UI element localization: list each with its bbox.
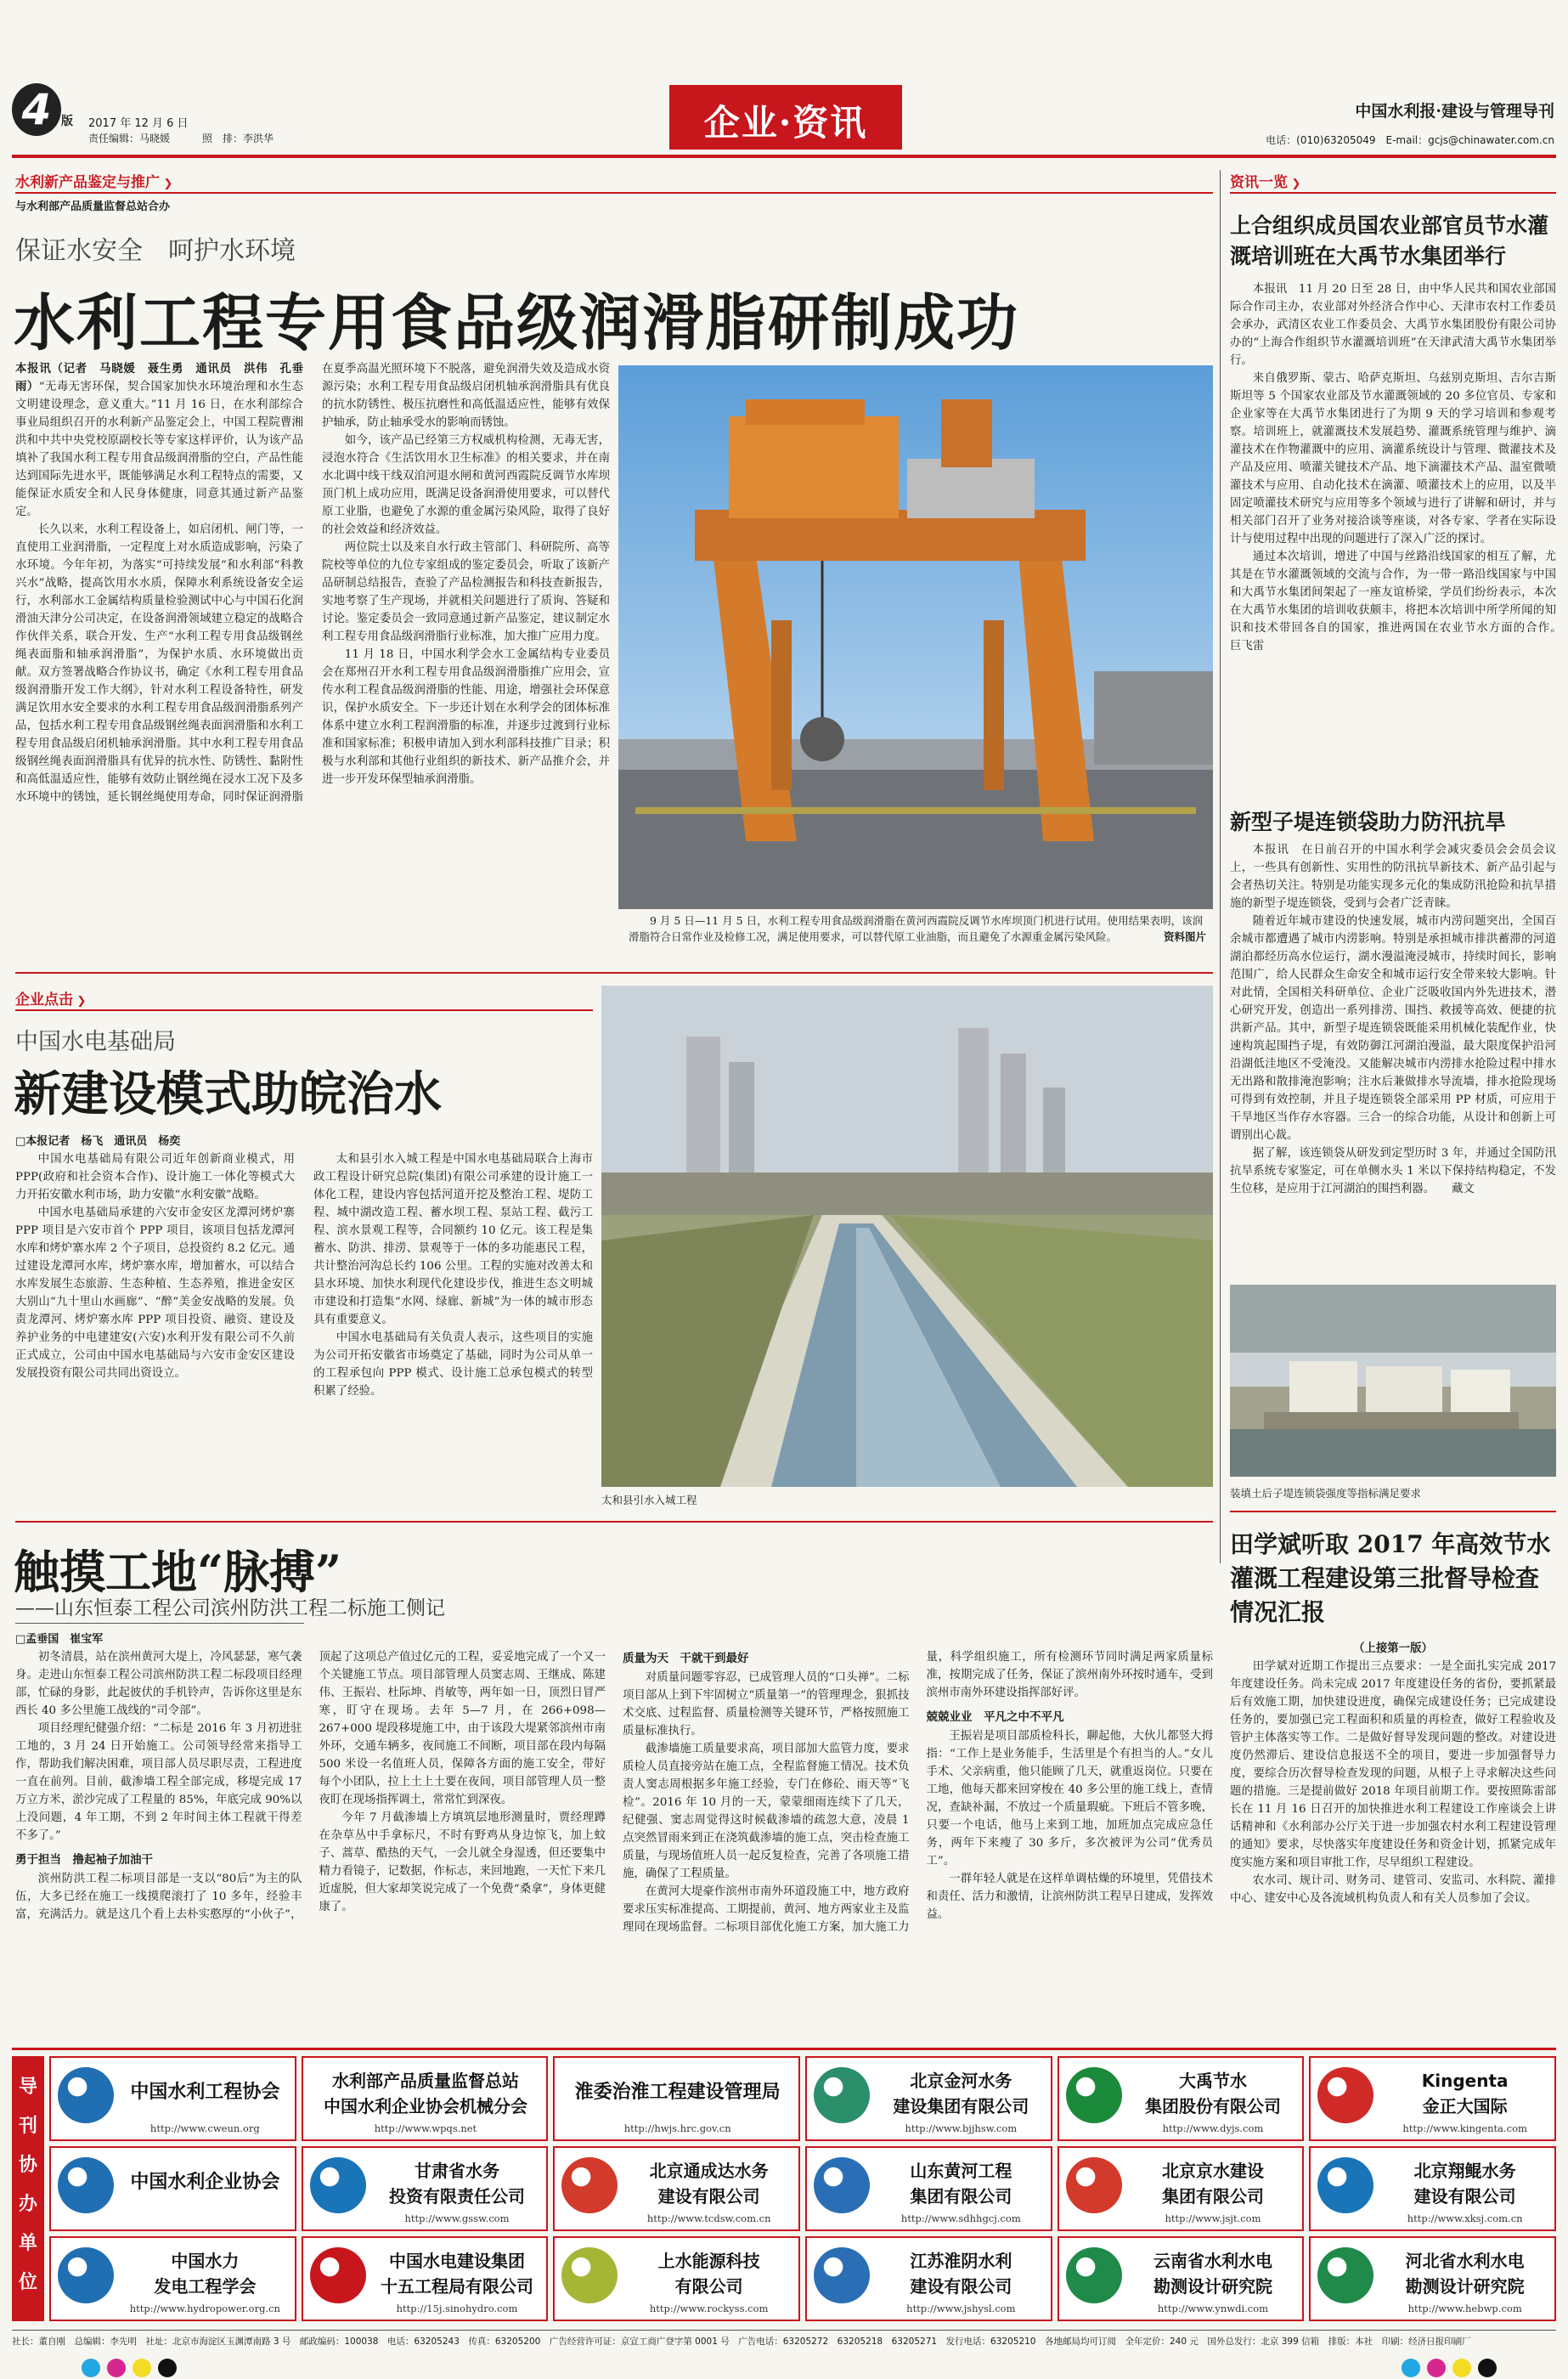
lead-kicker-rule xyxy=(15,192,1213,194)
unit-logo-icon xyxy=(310,2247,366,2303)
unit-logo-icon xyxy=(58,2157,114,2213)
unit-url[interactable]: http://www.jshysl.com xyxy=(906,2303,1016,2314)
lead-body xyxy=(15,360,610,969)
unit-name xyxy=(623,2248,795,2299)
news3-paragraph: 田学斌对近期工作提出三点要求：一是全面扎实完成 2017 年度建设任务。尚未完成 2017 年度建设任务的省份，要抓紧最后有效施工期，加快建设进度，确保完成建设任务；已完成建设任务的，要加强已完工程面积和质量的再检查，做好工程验收及管护主体落实等工作。二是做好督导发现问题的整改。对建设进度仍然滞后、建设信息报送不全的项目，要进一步加强督导力度，要综合历次督导检查发现的问题，从根子上寻求解决这些问题的措施。三是提前做好 2018 年项目前期工作。要按照陈雷部长在 11 月 16 日召开的加快推进水利工程建设工作座谈会上讲话精神和《水利部办公厅关于进一步加强农村水利工程建设管理的通知》要求，尽快落实年度建设任务和资金计划，抓紧完成年度实施方案和项目审批工作，尽早组织工程建设。 xyxy=(1230,1660,1556,1869)
directory-unit xyxy=(1309,2056,1556,2141)
directory-unit xyxy=(1058,2056,1305,2141)
unit-logo-icon xyxy=(814,2247,870,2303)
story3-paragraph: 截渗墙施工质量要求高，项目部加大监管力度，要求质检人员直接旁站在施工点，全程监督施工情况。技术负责人窦志周根据多年施工经验，专门在修砼、雨天等“飞检”。2016 年 10 月的一天，蒙蒙细雨连续下了几天，纪健强、窦志周觉得这时候截渗墙的疏忽大意，凌晨 1 点突然冒雨来到正在浇筑截渗墙的施工点，突击检查施工质量，与现场值班人员一起反复检查，完善了各项施工措施，确保了工程质量。 xyxy=(623,1743,910,1880)
story2-top-rule xyxy=(15,972,1213,974)
lead-kicker-tag: 水利新产品鉴定与推广 ❯ xyxy=(15,170,172,191)
directory-unit xyxy=(805,2146,1052,2231)
directory-unit xyxy=(553,2146,800,2231)
unit-name-line: 中国水电建设集团 xyxy=(388,2251,525,2271)
unit-name-line: 建设有限公司 xyxy=(1413,2186,1516,2207)
news2-paragraph: 据了解，该连锁袋从研发到定型历时 3 年，并通过全国防汛抗旱系统专家鉴定，可在单侧水头 1 米以下保持结构稳定，不发生位移，是应用于江河湖泊的围挡利器。 藏文 xyxy=(1230,1147,1556,1195)
unit-name-line: 北京金河水务 xyxy=(910,2071,1012,2091)
lead-byline: 本报讯（记者 马晓媛 聂生勇 通讯员 洪伟 孔垂雨） xyxy=(15,363,303,393)
story2-paragraph: 中国水电基础局承建的六安市金安区龙潭河烤炉寨 PPP 项目是六安市首个 PPP 项目，该项目包括龙潭河水库和烤炉寨水库 2 个子项目，总投资约 8.2 亿元。通过建设龙潭河水库，烤炉寨水库，增加蓄水，可以结合水库发展生态旅游、生态种植、生态养殖，推进金安区大别山“九十里山水画廊”、“醉”美金安战略的发展。负责龙潭河、烤炉寨水库 PPP 项目投资、融资、建设及养护业务的中电建建安(六安)水利开发有限公司不久前正式成立，公司由中国水电基础局与六安市金安区建设发展投资有限公司共同出资设立。 xyxy=(15,1206,295,1380)
unit-logo-icon xyxy=(561,2157,618,2213)
ink-dot-magenta xyxy=(1427,2359,1446,2377)
unit-name xyxy=(623,2158,795,2209)
lead-photo-credit: 资料图片 xyxy=(1163,930,1206,943)
story3-subhead-rule xyxy=(15,1623,304,1624)
unit-logo-icon xyxy=(814,2157,870,2213)
story3-subheading: 质量为天 干就干到最好 xyxy=(623,1652,749,1665)
directory-unit xyxy=(302,2056,549,2141)
unit-name-line: 集团有限公司 xyxy=(910,2186,1012,2207)
news3-body xyxy=(1230,1640,1556,2039)
unit-name xyxy=(1127,2068,1300,2119)
ink-dot-yellow xyxy=(1452,2359,1471,2377)
footer-rule xyxy=(12,2330,1556,2331)
story3-paragraph: 项目经理纪健强介绍：“二标是 2016 年 3 月初进驻工地的，3 月 24 日开始施工。公司领导经常来指导工作，帮助我们解决困难，项目部人员尽职尽责，工程进度一直在前列。目前，截渗墙工程全部完成，移堤完成 17 万立方米，淤沙完成了工程量的 85%，年底完成 90%以上没问题，4 年工期，不到 2 年时间主体工程就干得差不多了。” xyxy=(15,1722,302,1842)
lead-paragraph: 两位院士以及来自水行政主管部门、科研院所、高等院校等单位的九位专家组成的鉴定委员会，听取了该新产品研制总结报告，查验了产品检测报告和科技查新报告，实地考察了生产现场，并就相关问题进行了质询、答疑和讨论。鉴定委员会一致同意通过新产品鉴定，建议制定水利工程专用食品级润滑脂行业标准，加大推广应用力度。 xyxy=(322,541,610,643)
news3-paragraph: 农水司、规计司、财务司、建管司、安监司、水科院、灌排中心、建安中心及各流域机构负责人和有关人员参加了会议。 xyxy=(1230,1874,1556,1905)
ink-dot-cyan xyxy=(82,2359,100,2377)
news2-paragraph: 本报讯 在日前召开的中国水利学会减灾委员会会员会议上，一些具有创新性、实用性的防汛抗旱新技术、新产品引起与会者热切关注。特别是功能实现多元化的集成防汛抢险和抗旱措施的新型子堤连锁袋，受到与会者广泛青睐。 xyxy=(1230,844,1556,910)
unit-name-line: 建设有限公司 xyxy=(657,2186,760,2207)
story2-headline: 新建设模式助皖治水 xyxy=(14,1066,442,1122)
story2-tag: 企业点击 ❯ xyxy=(15,987,86,1009)
page-number: 4 xyxy=(12,83,61,136)
unit-logo-icon xyxy=(561,2247,618,2303)
unit-name-line: 云南省水利水电 xyxy=(1153,2251,1272,2271)
directory-unit xyxy=(1058,2146,1305,2231)
unit-name xyxy=(1127,2248,1300,2299)
unit-url[interactable]: http://www.ynwdi.com xyxy=(1157,2303,1269,2314)
unit-url[interactable]: http://www.xksj.com.cn xyxy=(1407,2212,1523,2224)
unit-name xyxy=(119,2248,291,2299)
unit-name xyxy=(560,2080,795,2105)
news2-body xyxy=(1230,841,1556,1283)
ink-dot-black xyxy=(158,2359,177,2377)
story2-paragraph: 太和县引水入城工程是中国水电基础局联合上海市政工程设计研究总院(集团)有限公司承建的设计施工一体化工程，建设内容包括河道开挖及整治工程、堤防工程、城中湖改造工程、蓄水坝工程、泵站工程、截污工程、滨水景观工程等，合同额约 10 亿元。该工程是集蓄水、防洪、排涝、景观等于一体的多功能惠民工程，共计整治河沟总长约 106 公里。工程的实施对改善太和县水环境、加快水利现代化建设步伐，推进生态文明城市建设和打造集“水网、绿廊、新城”为一体的城市形态具有重要意义。 xyxy=(313,1153,593,1326)
unit-name-line: 甘肃省水务 xyxy=(414,2161,499,2181)
unit-name-line: 中国水力 xyxy=(171,2251,240,2271)
story2-tag-rule xyxy=(15,1009,593,1011)
unit-name xyxy=(875,2248,1047,2299)
issue-date: 2017 年 12 月 6 日 xyxy=(88,117,189,130)
lead-paragraph: 如今，该产品已经第三方权威机构检测，无毒无害，浸泡水符合《生活饮用水卫生标准》的相关要求，并在南水北调中线干线双洎河退水闸和黄河西霞院反调节水库坝顶门机上成功应用，既满足设备润滑使用要求，可以替代原工业脂，也避免了水源的重金属污染风险，取得了良好的社会效益和经济效益。 xyxy=(322,434,610,536)
directory-unit xyxy=(1058,2236,1305,2321)
story3-byline: □孟垂国 崔宝军 xyxy=(15,1633,104,1646)
unit-logo-icon xyxy=(814,2067,870,2123)
unit-name-line: 勘测设计研究院 xyxy=(1153,2276,1272,2297)
unit-name-line: 金正大国际 xyxy=(1422,2096,1508,2116)
unit-name-line: 有限公司 xyxy=(674,2276,743,2297)
unit-name-line: 北京翔鲲水务 xyxy=(1413,2161,1516,2181)
ink-dot-cyan xyxy=(1402,2359,1420,2377)
unit-logo-icon xyxy=(1066,2157,1122,2213)
unit-logo-icon xyxy=(1317,2247,1373,2303)
story2-photo-caption: 太和县引水入城工程 xyxy=(601,1494,697,1506)
unit-name xyxy=(308,2068,544,2119)
story2-body xyxy=(15,1150,593,1507)
lead-kicker-sub: 与水利部产品质量监督总站合办 xyxy=(15,201,171,213)
directory-unit xyxy=(553,2236,800,2321)
unit-url[interactable]: http://www.tcdsw.com.cn xyxy=(646,2212,771,2224)
directory-unit xyxy=(1309,2146,1556,2231)
directory-unit xyxy=(1309,2236,1556,2321)
news1-paragraph: 本报讯 11 月 20 日至 28 日，由中华人民共和国农业部国际合作司主办，农业部对外经济合作中心、天津市农村工作委员会承办，武清区农业工作委员会、大禹节水集团股份有限公司协办的“上海合作组织节水灌溉培训班”在天津武清大禹节水集团举行。 xyxy=(1230,283,1556,367)
news1-headline: 上合组织成员国农业部官员节水灌溉培训班在大禹节水集团举行 xyxy=(1230,213,1549,268)
news3-headline: 田学斌听取 2017 年高效节水灌溉工程建设第三批督导检查情况汇报 xyxy=(1230,1530,1551,1626)
unit-name-line: 江苏淮阴水利 xyxy=(910,2251,1012,2271)
story3-paragraph: 王振岩是项目部质检科长，聊起他，大伙儿都竖大拇指：“工作上是业务能手，生活里是个有担当的人。”女儿手术、父亲病重，他只能顾了几天，就重返岗位。只要在工地，他每天都来回穿梭在 40 多公里的施工线上，查情况，查缺补漏，不放过一个质量瑕疵。下班后不管多晚，只要一个电话，他马上来到工地，加班加点完成应急任务，两年下来瘦了 30 多斤，多次被评为公司“优秀员工”。 xyxy=(926,1730,1213,1868)
unit-name-line: 投资有限责任公司 xyxy=(388,2186,525,2207)
unit-name-line: 集团股份有限公司 xyxy=(1144,2096,1281,2116)
right-tag-rule xyxy=(1230,192,1556,194)
directory-side-label: 导刊协办单位 xyxy=(18,2077,37,2293)
news3-lead: （上接第一版） xyxy=(1353,1642,1433,1655)
unit-logo-icon xyxy=(1066,2247,1122,2303)
story3-headline: 触摸工地“脉搏” xyxy=(14,1545,342,1599)
ink-dot-magenta xyxy=(107,2359,126,2377)
news1-paragraph: 来自俄罗斯、蒙古、哈萨克斯坦、乌兹别克斯坦、吉尔吉斯斯坦等 5 个国家农业部及节水灌溉领域的 20 多位官员、专家和企业家等在大禹节水集团进行了为期 9 天的学习培训和参观考察。培训班上，就灌溉技术发展趋势、灌溉系统管理与维护、滴灌技术在作物灌溉中的应用、滴灌系统设计与管理、微灌技术及产品及应用、喷灌关键技术产品、地下滴灌技术产品、温室微喷灌技术与应用、自动化技术在滴灌、喷灌技术上的应用，以及半固定喷灌技术研究与应用等多个领域与进行了讲解和研讨，并与相关部门召开了业务对接洽谈等座谈，对各专家、学者在实际设计与使用过程中出现的问题进行了深入广泛的探讨。 xyxy=(1230,372,1556,545)
unit-name-line: 集团有限公司 xyxy=(1161,2186,1264,2207)
unit-name xyxy=(875,2158,1047,2209)
unit-name-line: 水利部产品质量监督总站 xyxy=(331,2071,519,2091)
unit-url[interactable]: http://www.sdhhgcj.com xyxy=(900,2212,1021,2224)
page-number-badge xyxy=(12,85,73,139)
unit-name-line: 河北省水利水电 xyxy=(1405,2251,1525,2271)
unit-name xyxy=(371,2248,544,2299)
color-registration-marks xyxy=(0,2357,1568,2377)
unit-logo-icon xyxy=(1317,2067,1373,2123)
unit-url[interactable]: http://www.hydropower.org.cn xyxy=(129,2303,280,2314)
unit-name-line: 北京通成达水务 xyxy=(649,2161,769,2181)
story3-subhead: ——山东恒泰工程公司滨州防洪工程二标施工侧记 xyxy=(15,1597,445,1619)
story3-paragraph: 滨州防洪工程二标项目部是一支以“80后”为主的队伍，大多已经在施工一线摸爬滚打了 10 多年，经验丰富，充满活力。就是这几个看上去朴实憨厚的“小伙子”，顶起了这项总产值过亿元的工程，妥妥地完成了一个又一个关键施工节点。项目部管理人员窦志周、王继成、陈建伟、王振岩、杜际坤、肖敏等，两年如一日，顶烈日冒严寒，盯守在现场。去年 5—7 月，在 266+098—267+000 堤段移堤施工中，由于该段大堤紧邻滨州市南外环，交通车辆多，夜间施工不间断，项目部在段内每隔 500 米设一名值班人员，保障各方面的施工安全，带好每个小团队，拉上土上土要在夜间，项目部管理人员一整夜盯在现场指挥调土，常常忙到深夜。 xyxy=(15,1651,606,1921)
lead-paragraph: 11 月 18 日，中国水利学会水工金属结构专业委员会在郑州召开水利工程专用食品级润滑脂推广应用会，宣传水利工程食品级润滑脂的性能、用途，增强社会环保意识，保护水质安全。下一步还计划在水利学会的团体标准体系中建立水利工程润滑脂的标准，并逐步过渡到行业标准和国家标准；积极申请加入到水利部科技推广目录；积极与水利部和其他行业组织的新技术、新产品推介会，并进一步开发环保型轴承润滑脂。 xyxy=(322,648,610,786)
news2-photo xyxy=(1230,1285,1556,1477)
story2-photo xyxy=(601,986,1213,1487)
unit-url[interactable]: http://www.kingenta.com xyxy=(1402,2122,1527,2134)
lead-overline: 保证水安全 呵护水环境 xyxy=(15,236,296,266)
directory-unit xyxy=(302,2236,549,2321)
unit-url[interactable]: http://www.rockyss.com xyxy=(649,2303,769,2314)
unit-name-line: 大禹节水 xyxy=(1178,2071,1247,2091)
lead-photo-caption xyxy=(629,913,1206,945)
unit-url[interactable]: http://www.wpqs.net xyxy=(374,2122,477,2134)
directory-unit xyxy=(49,2056,296,2141)
news2-headline: 新型子堤连锁袋助力防汛抗旱 xyxy=(1230,810,1507,834)
unit-url[interactable]: http://www.dyjs.com xyxy=(1162,2122,1264,2134)
story3-paragraph: 一群年轻人就是在这样单调枯燥的环境里，凭借技术和责任、活力和激情，让滨州防洪工程早日建成，发挥效益。 xyxy=(926,1873,1213,1921)
story3-paragraph: 今年 7 月截渗墙上方填筑层地形测量时，贾经理蹲在杂草丛中手拿标尺，不时有野鸡从身边惊飞，加上蚊子、蒿草、酷热的天气，一会儿就全身湿透，但还要集中精力看镜子，记数据，作标志，来回地跑，一天忙下来几近虚脱，但大家却笑说完成了一个免费“桑拿”，身体更健康了。 xyxy=(319,1811,606,1913)
footer-imprint: 社长：董自刚 总编辑：李先明 社址：北京市海淀区玉渊潭南路 3 号 邮政编码：100038 电话：63205243 传真：63205200 广告经营许可证：京宣工商广登字第 0001 号 广告电话：63205272 63205218 63205271 发行电话：63205210 各地邮局均可订阅 全年定价：240 元 国外总发行：北京 399 信箱 排版：本社 印刷：经济日报印刷厂 xyxy=(12,2337,1471,2347)
story3-paragraph: 初冬清晨，站在滨州黄河大堤上，冷风瑟瑟，寒气袭身。走进山东恒泰工程公司滨州防洪工程二标段项目经理部，忙碌的身影，此起彼伏的手机铃声，告诉你这里是东西长 40 多公里施工战线的“司令部”。 xyxy=(15,1651,302,1717)
unit-name-line: 中国水利企业协会 xyxy=(130,2172,280,2193)
lead-paragraph: 长久以来，水利工程设备上，如启闭机、闸门等，一直使用工业润滑脂，一定程度上对水质造成影响，污染了水环境。今年年初，为落实“可持续发展”和水利部“科教兴水”战略，提高饮用水水质，保障水利系统设备安全运行，水利部水工金属结构质量检验测试中心与中国石化润滑油天津分公司决定，在设备润滑领域建立稳定的战略合作伙伴关系，联合开发、生产“水利工程专用食品级钢丝绳表面脂和轴承润滑脂”，为保护水质、水环境做出贡献。双方签署战略合作协议书，确定《水利工程专用食品级润滑脂开发工作大纲》，针对水利工程设备特性，研发满足饮用水安全要求的水利工程专用食品级润滑脂系列产品，包括水利工程专用食品级钢丝绳表面润滑脂和水利工程专用食品级启闭机轴承润滑脂。其中水利工程专用食品级钢丝绳表面润滑脂具有优异的抗水性、防锈性、黏附性和高低温适应性，能够有效防止钢丝绳在浸水工况下及多水环境中的锈蚀，延长钢丝绳使用寿命，同时保证润滑脂在夏季高温光照环境下不脱落，避免润滑失效及造成水资源污染；水利工程专用食品级启闭机轴承润滑脂具有优良的抗水防锈性、极压抗磨性和高低温适应性，能够有效保护轴承，防止轴承受水的影响而锈蚀。 xyxy=(15,363,610,804)
unit-name-line: 发电工程学会 xyxy=(154,2276,257,2297)
unit-name xyxy=(1379,2248,1551,2299)
unit-url[interactable]: http://hwjs.hrc.gov.cn xyxy=(623,2122,731,2134)
directory-unit xyxy=(49,2146,296,2231)
unit-url[interactable]: http://www.jsjt.com xyxy=(1165,2212,1261,2224)
story3-subheading: 勇于担当 撸起袖子加油干 xyxy=(15,1853,153,1867)
unit-name-line: 上水能源科技 xyxy=(657,2251,760,2271)
unit-url[interactable]: http://www.cweun.org xyxy=(149,2122,260,2134)
unit-url[interactable]: http://www.hebwp.com xyxy=(1407,2303,1522,2314)
story3-paragraph: 在黄河大堤豪作滨州市南外环道段施工中，地方政府要求压实标准提高、工期提前，黄河、地方两家业主及监理同在现场监督。二标项目部优化施工方案，加大施工力量，科学组织施工，所有检测环节同时满足两家质量标准，按期完成了任务，保证了滨州南外环按时通车，受到滨州市南外环建设指挥部好评。 xyxy=(623,1651,1213,1934)
directory-unit xyxy=(49,2236,296,2321)
page-number-suffix: 版 xyxy=(61,115,73,128)
directory-side-band xyxy=(12,2056,44,2321)
unit-logo-icon xyxy=(58,2247,114,2303)
unit-url[interactable]: http://www.bjjhsw.com xyxy=(905,2122,1018,2134)
masthead-rule xyxy=(12,155,1556,158)
unit-name xyxy=(371,2158,544,2209)
unit-name-line: 山东黄河工程 xyxy=(910,2161,1012,2181)
paper-name: 中国水利报·建设与管理导刊 xyxy=(1355,102,1554,121)
story2-paragraph: 中国水电基础局有限公司近年创新商业模式，用 PPP(政府和社会资本合作)、设计施工一体化等模式大力开拓安徽水利市场，助力安徽“水利安徽”战略。 xyxy=(15,1153,295,1201)
unit-logo-icon xyxy=(1317,2157,1373,2213)
lead-paragraph xyxy=(15,360,303,521)
unit-url[interactable]: http://15j.sinohydro.com xyxy=(396,2303,518,2314)
directory-grid xyxy=(49,2056,1556,2321)
unit-logo-icon xyxy=(58,2067,114,2123)
unit-name xyxy=(1379,2068,1551,2119)
unit-logo-icon xyxy=(1066,2067,1122,2123)
unit-name-line: 建设集团有限公司 xyxy=(893,2096,1029,2116)
story3-subheading: 兢兢业业 平凡之中不平凡 xyxy=(926,1710,1064,1724)
unit-name xyxy=(875,2068,1047,2119)
directory-unit xyxy=(302,2146,549,2231)
directory-unit xyxy=(553,2056,800,2141)
news2-paragraph: 随着近年城市建设的快速发展，城市内涝问题突出，全国百余城市都遭遇了城市内涝影响。特别是承担城市排洪蓄滞的河道湖泊都经历高水位运行，湖水漫溢淹浸城市，持续时间长，影响范围广，给人民群众生命安全和城市运行安全带来较大影响。针对此情，全国相关科研单位、企业广泛吸收国内外先进技术，潜心研究开发，创造出一系列排涝、围挡、救援等高效、便捷的抗洪新产品。其中，新型子堤连锁袋既能采用机械化装配作业，快速构筑起围挡子堤，有效防御江河湖泊漫溢，最大限度保护沿河沿湖低洼地区不受淹没。又能解决城市内涝排水抢险过程中排水无出路和散排淹泡影响；注水后兼做排水导流墙，排水抢险现场可得到有效控制，并且子堤连锁袋全部采用 PP 材质，可应用于干旱地区当作存水容器。三合一的综合功能，从设计和创新上可谓别出心裁。 xyxy=(1230,915,1556,1142)
column-divider xyxy=(1220,170,1221,1563)
news3-top-rule xyxy=(1230,1511,1556,1512)
story2-byline: □本报记者 杨飞 通讯员 杨奕 xyxy=(15,1135,181,1148)
lead-headline: 水利工程专用食品级润滑脂研制成功 xyxy=(14,286,1020,359)
story2-paragraph: 中国水电基础局有关负责人表示，这些项目的实施为公司开拓安徽省市场奠定了基础，同时为公司从单一的工程承包向 PPP 模式、设计施工总承包模式的转型积累了经验。 xyxy=(313,1331,593,1398)
unit-name-line: Kingenta xyxy=(1421,2071,1509,2091)
unit-name xyxy=(1127,2158,1300,2209)
unit-name-line: 中国水利工程协会 xyxy=(130,2082,280,2103)
unit-logo-icon xyxy=(310,2157,366,2213)
story2-overline: 中国水电基础局 xyxy=(15,1029,176,1055)
lead-photo-caption-text: 9 月 5 日—11 月 5 日，水利工程专用食品级润滑脂在黄河西霞院反调节水库坝顶门机进行试用。使用结果表明，该润滑脂符合日常作业及检修工况，满足使用要求，可以替代原工业油脂，而且避免了水源重金属污染风险。 xyxy=(629,914,1204,943)
contact-line: 电话：(010)63205049 E-mail：gcjs@chinawater.com.cn xyxy=(1266,134,1554,146)
directory-unit xyxy=(805,2236,1052,2321)
responsible-editor: 责任编辑：马晓媛 xyxy=(88,133,171,144)
unit-name-line: 淮委治淮工程建设管理局 xyxy=(574,2082,781,2103)
directory-unit xyxy=(805,2056,1052,2141)
directory-top-rule xyxy=(12,2048,1556,2050)
news1-paragraph: 通过本次培训，增进了中国与丝路沿线国家的相互了解，尤其是在节水灌溉领域的交流与合作，为一带一路沿线国家与中国和大禹节水集团间架起了一座友谊桥梁，学员们纷纷表示，本次在大禹节水集团的培训收获颇丰，将把本次培训中所学所闻的知识和技术带回各自的国家，推进两国在农业节水方面的合作。 巨飞雷 xyxy=(1230,551,1556,653)
section-banner xyxy=(669,85,902,150)
unit-name-line: 北京京水建设 xyxy=(1161,2161,1264,2181)
ink-dot-yellow xyxy=(133,2359,151,2377)
lead-paragraph-text: “无毒无害环保，契合国家加快水环境治理和水生态文明建设理念，意义重大。”11 月 16 日，在水利部综合事业局组织召开的水利新产品鉴定会上，中国工程院曹湘洪和中共中央党校原副校长等专家这样评价，认为该产品填补了我国水利工程专用食品级润滑脂的空白，产品性能达到国际先进水平，既能够满足水利工程特点的需要，又能保证水质安全和人民身体健康，同意其通过新产品鉴定。 xyxy=(15,381,303,518)
typesetter: 照 排：李洪华 xyxy=(202,133,274,144)
unit-name xyxy=(119,2080,291,2105)
unit-name xyxy=(119,2170,291,2195)
unit-name-line: 建设有限公司 xyxy=(910,2276,1012,2297)
story3-paragraph: 对质量问题零容忍，已成管理人员的“口头禅”。二标项目部从上到下牢固树立“质量第一”的管理理念，狠抓技术交底、过程监督、质量检测等关键环节，严格按照施工质量标准执行。 xyxy=(623,1671,910,1738)
section-title: 企业·资讯 xyxy=(703,102,868,144)
news2-photo-caption: 装填土后子堤连锁袋强度等指标满足要求 xyxy=(1230,1487,1422,1500)
lead-photo xyxy=(618,365,1213,909)
unit-name-line: 中国水利企业协会机械分会 xyxy=(323,2096,527,2116)
unit-url[interactable]: http://www.gssw.com xyxy=(404,2212,510,2224)
right-tag: 资讯一览 ❯ xyxy=(1230,170,1300,191)
unit-name xyxy=(1379,2158,1551,2209)
news1-body xyxy=(1230,280,1556,807)
story3-body xyxy=(15,1648,1213,2039)
unit-name-line: 十五工程局有限公司 xyxy=(380,2276,533,2297)
ink-dot-black xyxy=(1478,2359,1497,2377)
story3-top-rule xyxy=(15,1521,1213,1523)
unit-name-line: 勘测设计研究院 xyxy=(1405,2276,1525,2297)
